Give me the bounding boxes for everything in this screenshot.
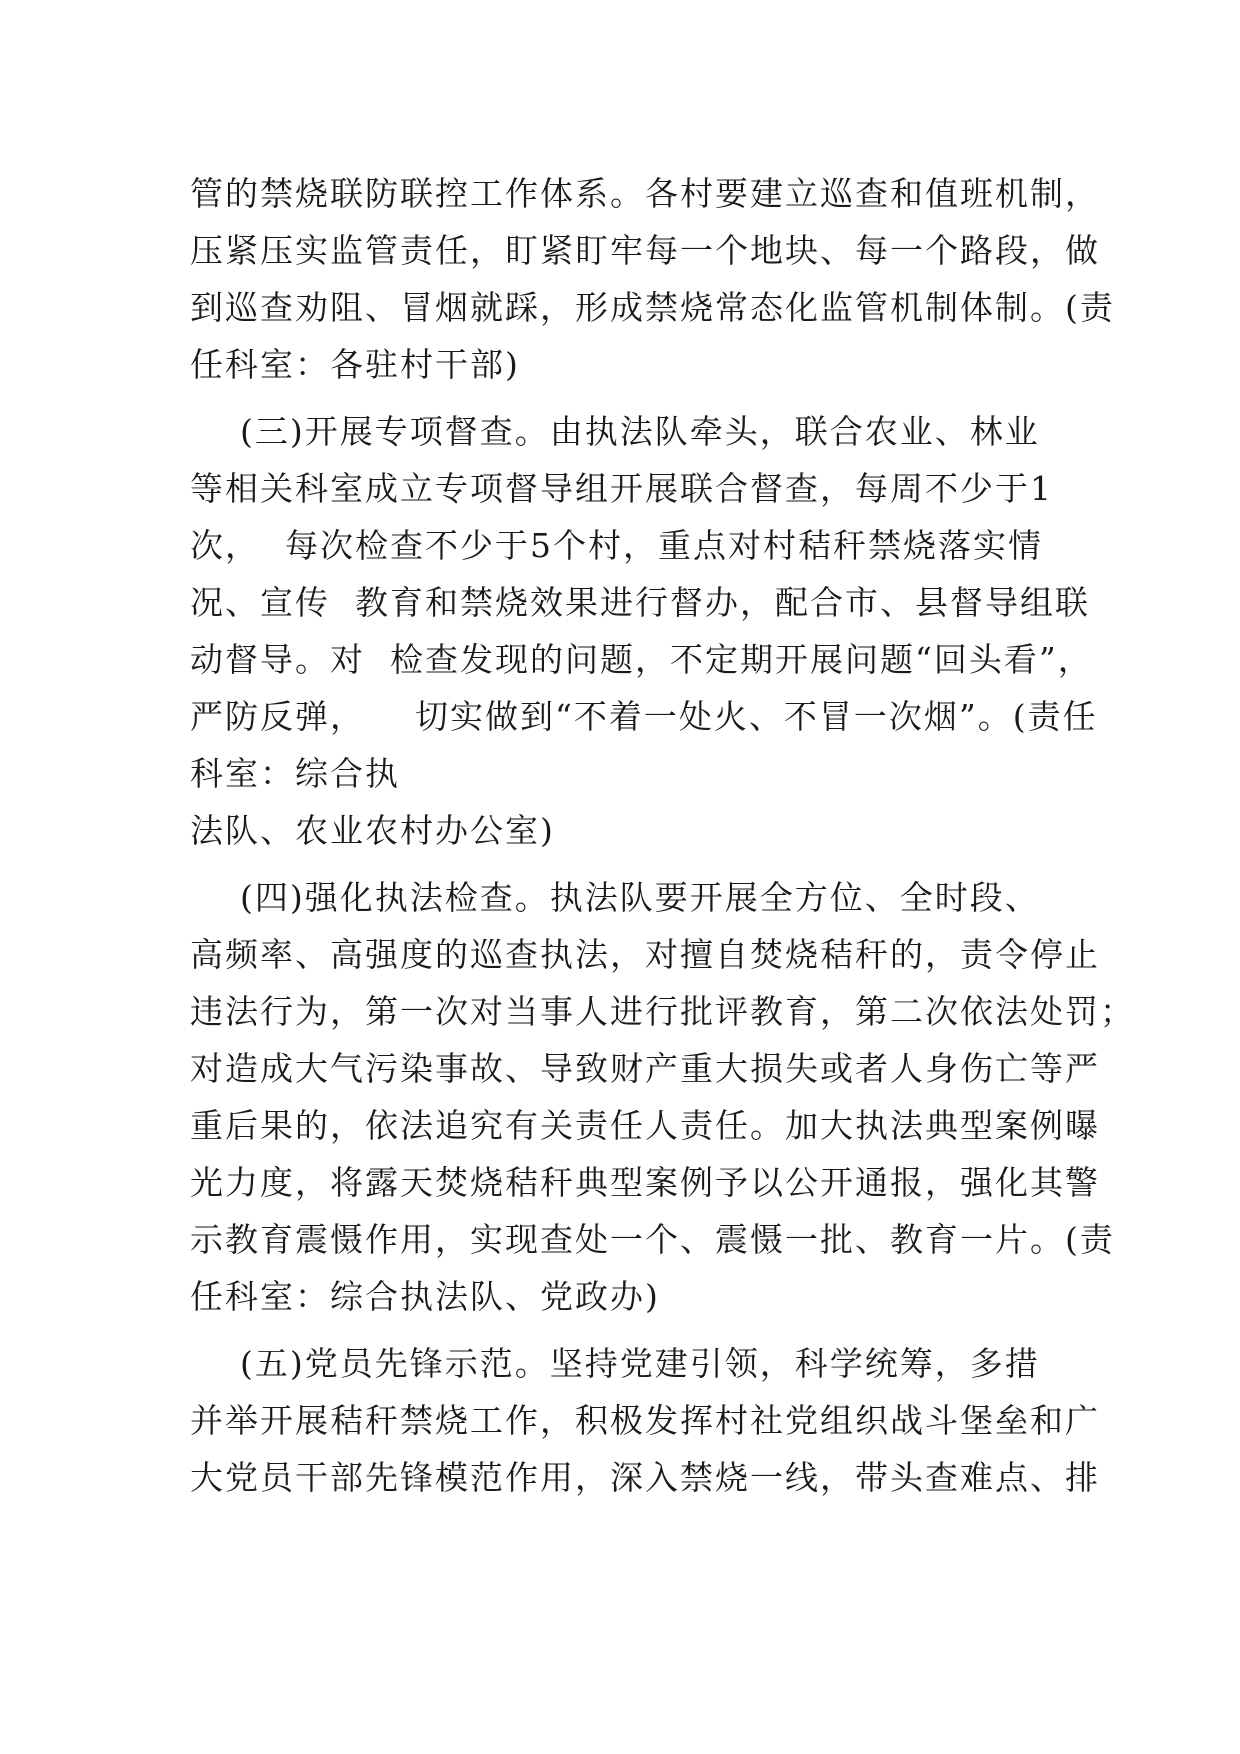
text-line: 任科室：综合执法队、党政办) — [190, 1277, 660, 1316]
paragraph-special-inspection — [190, 403, 1098, 859]
text-line: 大党员干部先锋模范作用，深入禁烧一线，带头查难点、排 — [190, 1458, 1100, 1497]
text-line: 动督导。对 检查发现的问题，不定期开展问题“回头看”， — [190, 640, 1093, 679]
paragraph-law-enforcement — [190, 869, 1135, 1325]
text-line: (三)开展专项督查。由执法队牵头，联合农业、林业 — [190, 412, 1040, 451]
text-line: 对造成大气污染事故、导致财产重大损失或者人身伤亡等严 — [190, 1049, 1100, 1088]
text-line: 科室：综合执 — [190, 754, 400, 793]
text-line: 压紧压实监管责任，盯紧盯牢每一个地块、每一个路段，做 — [190, 231, 1100, 270]
text-line: (四)强化执法检查。执法队要开展全方位、全时段、 — [190, 878, 1040, 917]
text-line: 法队、农业农村办公室) — [190, 811, 555, 850]
text-line: 高频率、高强度的巡查执法，对擅自焚烧秸秆的，责令停止 — [190, 935, 1100, 974]
text-line: 任科室：各驻村干部) — [190, 345, 520, 384]
text-line: 示教育震慑作用，实现查处一个、震慑一批、教育一片。(责 — [190, 1220, 1115, 1259]
text-line: 况、宣传 教育和禁烧效果进行督办，配合市、县督导组联 — [190, 583, 1090, 622]
text-line: 重后果的，依法追究有关责任人责任。加大执法典型案例曝 — [190, 1106, 1100, 1145]
text-line: 等相关科室成立专项督导组开展联合督查，每周不少于1 — [190, 469, 1053, 508]
text-line: 到巡查劝阻、冒烟就踩，形成禁烧常态化监管机制体制。(责 — [190, 288, 1115, 327]
document-body — [190, 165, 1135, 1506]
text-line: 并举开展秸秆禁烧工作，积极发挥村社党组织战斗堡垒和广 — [190, 1401, 1100, 1440]
paragraph-party-member-pioneer — [190, 1335, 1100, 1506]
text-line: 管的禁烧联防联控工作体系。各村要建立巡查和值班机制， — [190, 174, 1100, 213]
text-line: 违法行为，第一次对当事人进行批评教育，第二次依法处罚； — [190, 992, 1135, 1031]
text-line: 次， 每次检查不少于5个村，重点对村秸秆禁烧落实情 — [190, 526, 1043, 565]
paragraph-continuation — [190, 165, 1115, 393]
text-line: 光力度，将露天焚烧秸秆典型案例予以公开通报，强化其警 — [190, 1163, 1100, 1202]
text-line: 严防反弹， 切实做到“不着一处火、不冒一次烟”。(责任 — [190, 697, 1098, 736]
text-line: (五)党员先锋示范。坚持党建引领，科学统筹，多措 — [190, 1344, 1040, 1383]
